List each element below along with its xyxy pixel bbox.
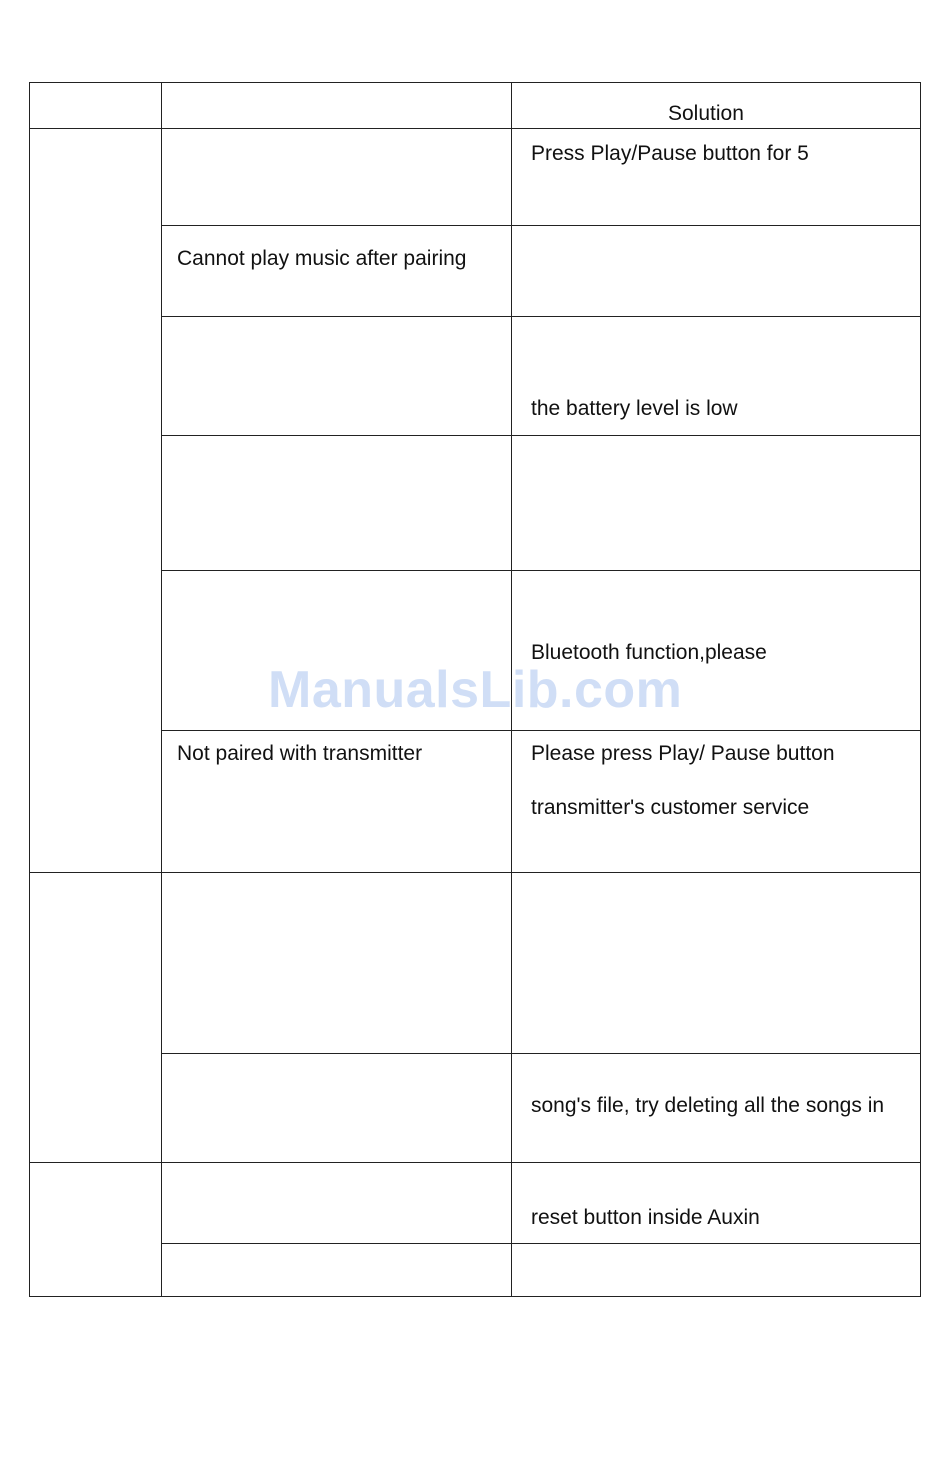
header-divider	[30, 128, 920, 129]
cell-problem: Cannot play music after pairing	[177, 247, 467, 270]
row-divider	[161, 435, 920, 436]
header-solution: Solution	[668, 102, 744, 125]
group-divider	[30, 1162, 920, 1163]
row-divider	[161, 225, 920, 226]
row-divider	[161, 730, 920, 731]
cell-solution: Press Play/Pause button for 5	[531, 142, 809, 165]
row-divider	[161, 1243, 920, 1244]
cell-problem: Not paired with transmitter	[177, 742, 423, 765]
cell-solution: Bluetooth function,please	[531, 641, 767, 664]
row-divider	[161, 1053, 920, 1054]
cell-solution: song's file, try deleting all the songs in	[531, 1094, 885, 1117]
cell-solution: Please press Play/ Pause button	[531, 742, 835, 765]
cell-solution: transmitter's customer service	[531, 796, 810, 819]
group-divider	[30, 872, 920, 873]
row-divider	[161, 570, 920, 571]
row-divider	[161, 316, 920, 317]
cell-solution: reset button inside Auxin	[531, 1206, 760, 1229]
cell-solution: the battery level is low	[531, 397, 738, 420]
column-divider-1	[161, 83, 162, 1296]
watermark: ManualsLib.com	[268, 661, 683, 719]
